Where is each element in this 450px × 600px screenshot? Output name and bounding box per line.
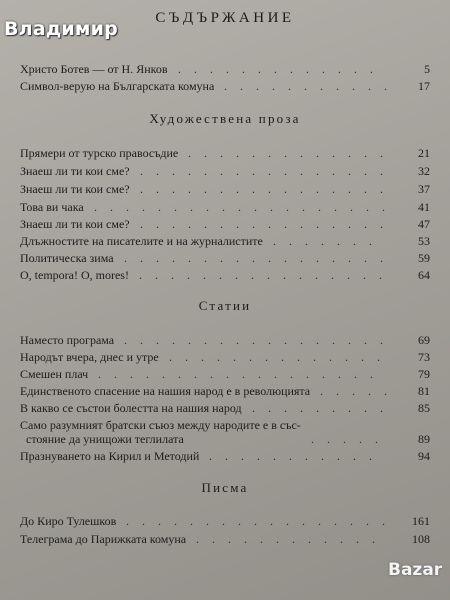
bazar-logo: Bazar xyxy=(388,560,443,580)
dot-leader: . . . . . . . xyxy=(273,234,377,248)
entry-page: 53 xyxy=(418,234,430,248)
toc-entry xyxy=(20,514,430,528)
dot-leader: . . . . . . . . . . . . . . . . xyxy=(140,217,388,231)
entry-title: O, tempora! O, mores! xyxy=(20,268,129,282)
entry-page: 69 xyxy=(418,333,430,347)
entry-title-line2: стояние да унищожи теглилата xyxy=(26,432,184,446)
entry-title: Символ-верую на Българската комуна xyxy=(20,79,215,93)
dot-leader: . . . . . . . . . . . . . xyxy=(188,146,388,160)
entry-title: Знаеш ли ти кои сме? xyxy=(20,217,130,231)
seller-watermark: Владимир xyxy=(4,18,118,40)
entry-title: Знаеш ли ти кои сме? xyxy=(20,164,130,178)
entry-title: Наместо програма xyxy=(20,333,115,347)
entry-page: 17 xyxy=(418,79,430,93)
entry-title: Това ви чака xyxy=(20,200,84,214)
entry-title: Длъжностите на писателите и на журналистите xyxy=(20,234,263,248)
dot-leader: . . . . . . . . . . . . . . . . xyxy=(139,268,387,282)
toc-entry xyxy=(20,200,430,214)
toc-entry xyxy=(20,146,430,160)
entry-page: 32 xyxy=(418,164,430,178)
entry-title xyxy=(20,418,301,446)
entry-page: 73 xyxy=(418,350,430,364)
entry-title: В какво се състои болестта на нашия народ xyxy=(20,401,242,415)
entry-title: Празнуването на Кирил и Методий xyxy=(20,449,200,463)
toc-entry xyxy=(20,333,430,347)
dot-leader: . . . . . . . . . . . . . . . . . . xyxy=(98,367,378,381)
toc-entry xyxy=(20,449,430,463)
toc-entry xyxy=(20,164,430,178)
section-heading: Художествена проза xyxy=(149,111,301,126)
entry-title: Телеграма до Парижката комуна xyxy=(20,532,187,546)
entry-title: До Киро Тулешков xyxy=(20,514,117,528)
dot-leader: . . . . . . . . . . . . . . . . . xyxy=(126,514,390,528)
entry-page: 161 xyxy=(412,514,430,528)
dot-leader: . . . . . . . . . . . . xyxy=(196,532,380,546)
entry-page: 37 xyxy=(418,182,430,196)
dot-leader: . . . . . xyxy=(311,432,383,446)
toc-entry xyxy=(20,367,430,381)
dot-leader: . . . . . . . . . . . . . . . . . . . xyxy=(94,200,390,214)
dot-leader: . . . . . . . . . . . . . . . . xyxy=(140,164,388,178)
dot-leader: . . . . . . . . . . . . . . xyxy=(169,350,385,364)
entry-page: 89 xyxy=(418,432,430,446)
entry-title: Единственото спасение на нашия народ е в революцията xyxy=(20,384,311,398)
entry-page: 85 xyxy=(418,401,430,415)
entry-title-line1: Само разумният братски съюз между народите е в със- xyxy=(20,418,301,432)
entry-page: 59 xyxy=(418,251,430,265)
dot-leader: . . . . . . . . . . . . . . . . . xyxy=(124,251,388,265)
entry-page: 81 xyxy=(418,384,430,398)
entry-title: Политическа зима xyxy=(20,251,114,265)
dot-leader: . . . . . . . . . xyxy=(252,401,388,415)
contents-heading: СЪДЪРЖАНИЕ xyxy=(155,10,295,26)
entry-title: Смешен плач xyxy=(20,367,89,381)
entry-title: Прямери от турско правосъдие xyxy=(20,146,179,160)
entry-title: Знаеш ли ти кои сме? xyxy=(20,182,130,196)
entry-page: 79 xyxy=(418,367,430,381)
entry-title: Христо Ботев — от Н. Янков xyxy=(20,62,168,76)
toc-entry xyxy=(20,217,430,231)
dot-leader: . . . . . . . . . . . . . . . . xyxy=(140,182,388,196)
entry-page: 108 xyxy=(412,532,430,546)
toc-entry xyxy=(20,62,430,76)
toc-entry xyxy=(20,532,430,546)
toc-entry xyxy=(20,350,430,364)
entry-page: 47 xyxy=(418,217,430,231)
toc-entry xyxy=(20,418,430,448)
dot-leader: . . . . . . . . . . . xyxy=(209,449,377,463)
entry-title: Народът вчера, днес и утре xyxy=(20,350,159,364)
toc-entry xyxy=(20,384,430,398)
dot-leader: . . . . . . . . . . . . . . . . . xyxy=(124,333,388,347)
section-heading: Писма xyxy=(201,480,249,495)
entry-page: 64 xyxy=(418,268,430,282)
entry-page: 94 xyxy=(418,449,430,463)
toc-entry xyxy=(20,268,430,282)
toc-entry xyxy=(20,79,430,93)
dot-leader: . . . . . xyxy=(320,384,392,398)
entry-page: 21 xyxy=(418,146,430,160)
entry-page: 41 xyxy=(418,200,430,214)
section-heading: Статии xyxy=(198,298,252,313)
entry-page: 5 xyxy=(424,62,430,76)
dot-leader: . . . . . . . . . . . xyxy=(224,79,392,93)
toc-entry xyxy=(20,251,430,265)
dot-leader: . . . . . . . . . . . . . xyxy=(178,62,378,76)
toc-entry xyxy=(20,234,430,248)
toc-entry xyxy=(20,401,430,415)
toc-entry xyxy=(20,182,430,196)
